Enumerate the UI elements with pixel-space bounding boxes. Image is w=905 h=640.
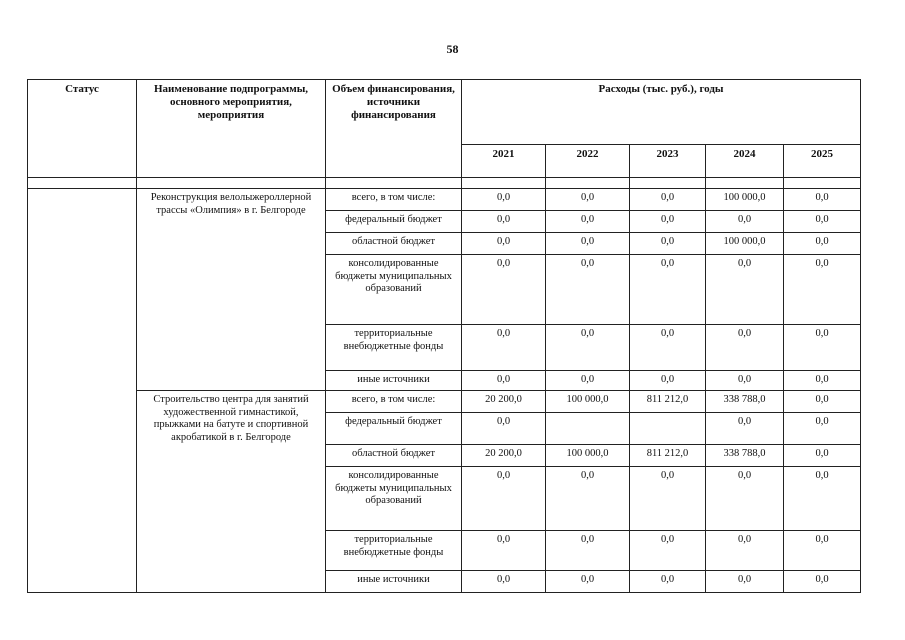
funding-source: всего, в том числе: xyxy=(326,391,462,413)
year-header: 2022 xyxy=(546,145,630,178)
value-cell: 0,0 xyxy=(630,531,706,571)
value-cell xyxy=(546,413,630,445)
value-cell: 0,0 xyxy=(546,467,630,531)
value-cell: 0,0 xyxy=(462,325,546,371)
value-cell: 0,0 xyxy=(630,371,706,391)
value-cell: 20 200,0 xyxy=(462,391,546,413)
value-cell: 0,0 xyxy=(630,571,706,593)
header-row xyxy=(28,80,861,145)
funding-source: иные источники xyxy=(326,371,462,391)
event-name: Реконструкция велолыжероллерной трассы «Олимпия» в г. Белгороде xyxy=(137,189,326,391)
value-cell: 0,0 xyxy=(546,571,630,593)
value-cell: 811 212,0 xyxy=(630,445,706,467)
value-cell: 0,0 xyxy=(784,413,861,445)
value-cell: 0,0 xyxy=(706,467,784,531)
funding-source: всего, в том числе: xyxy=(326,189,462,211)
header-expenses: Расходы (тыс. руб.), годы xyxy=(462,80,861,145)
value-cell: 0,0 xyxy=(706,211,784,233)
value-cell: 0,0 xyxy=(630,233,706,255)
value-cell: 0,0 xyxy=(784,571,861,593)
funding-source: иные источники xyxy=(326,571,462,593)
value-cell: 0,0 xyxy=(784,189,861,211)
status-cell xyxy=(28,189,137,593)
value-cell: 0,0 xyxy=(706,371,784,391)
value-cell: 0,0 xyxy=(784,233,861,255)
header-funding: Объем финансирования, источники финансирования xyxy=(326,80,462,178)
value-cell: 0,0 xyxy=(784,255,861,325)
funding-source: консолидированные бюджеты муниципальных образований xyxy=(326,467,462,531)
value-cell: 0,0 xyxy=(546,189,630,211)
value-cell: 0,0 xyxy=(630,467,706,531)
value-cell: 0,0 xyxy=(784,211,861,233)
funding-source: консолидированные бюджеты муниципальных образований xyxy=(326,255,462,325)
value-cell: 0,0 xyxy=(462,531,546,571)
value-cell: 0,0 xyxy=(462,233,546,255)
year-header: 2023 xyxy=(630,145,706,178)
value-cell: 100 000,0 xyxy=(706,233,784,255)
value-cell: 0,0 xyxy=(546,211,630,233)
value-cell: 0,0 xyxy=(462,571,546,593)
value-cell: 0,0 xyxy=(706,413,784,445)
value-cell: 0,0 xyxy=(784,445,861,467)
value-cell: 0,0 xyxy=(784,467,861,531)
table-row xyxy=(28,189,861,211)
year-header: 2024 xyxy=(706,145,784,178)
value-cell: 0,0 xyxy=(706,531,784,571)
value-cell: 0,0 xyxy=(546,255,630,325)
value-cell: 0,0 xyxy=(630,255,706,325)
value-cell: 0,0 xyxy=(706,325,784,371)
value-cell: 0,0 xyxy=(462,189,546,211)
value-cell: 0,0 xyxy=(546,371,630,391)
value-cell: 100 000,0 xyxy=(546,391,630,413)
header-name: Наименование подпрограммы, основного мероприятия, мероприятия xyxy=(137,80,326,178)
value-cell: 100 000,0 xyxy=(706,189,784,211)
value-cell: 0,0 xyxy=(462,211,546,233)
value-cell: 0,0 xyxy=(462,371,546,391)
event-name: Строительство центра для занятий художественной гимнастикой, прыжками на батуте и спортивной акробатикой в г. Белгороде xyxy=(137,391,326,593)
value-cell: 0,0 xyxy=(784,371,861,391)
funding-source: областной бюджет xyxy=(326,233,462,255)
funding-source: федеральный бюджет xyxy=(326,413,462,445)
page-number: 58 xyxy=(446,42,459,56)
year-header: 2021 xyxy=(462,145,546,178)
value-cell: 338 788,0 xyxy=(706,445,784,467)
value-cell: 0,0 xyxy=(546,233,630,255)
value-cell xyxy=(630,413,706,445)
funding-source: территориальные внебюджетные фонды xyxy=(326,325,462,371)
value-cell: 0,0 xyxy=(706,255,784,325)
value-cell: 811 212,0 xyxy=(630,391,706,413)
value-cell: 0,0 xyxy=(706,571,784,593)
value-cell: 20 200,0 xyxy=(462,445,546,467)
value-cell: 0,0 xyxy=(784,325,861,371)
value-cell: 0,0 xyxy=(630,189,706,211)
funding-source: федеральный бюджет xyxy=(326,211,462,233)
value-cell: 0,0 xyxy=(630,211,706,233)
header-status: Статус xyxy=(28,80,137,178)
value-cell: 100 000,0 xyxy=(546,445,630,467)
funding-source: областной бюджет xyxy=(326,445,462,467)
table-row xyxy=(28,391,861,413)
value-cell: 0,0 xyxy=(462,467,546,531)
value-cell: 0,0 xyxy=(462,255,546,325)
funding-source: территориальные внебюджетные фонды xyxy=(326,531,462,571)
value-cell: 0,0 xyxy=(546,325,630,371)
value-cell: 0,0 xyxy=(546,531,630,571)
value-cell: 0,0 xyxy=(462,413,546,445)
year-header: 2025 xyxy=(784,145,861,178)
value-cell: 0,0 xyxy=(784,391,861,413)
value-cell: 0,0 xyxy=(784,531,861,571)
value-cell: 338 788,0 xyxy=(706,391,784,413)
value-cell: 0,0 xyxy=(630,325,706,371)
budget-table xyxy=(27,79,861,593)
